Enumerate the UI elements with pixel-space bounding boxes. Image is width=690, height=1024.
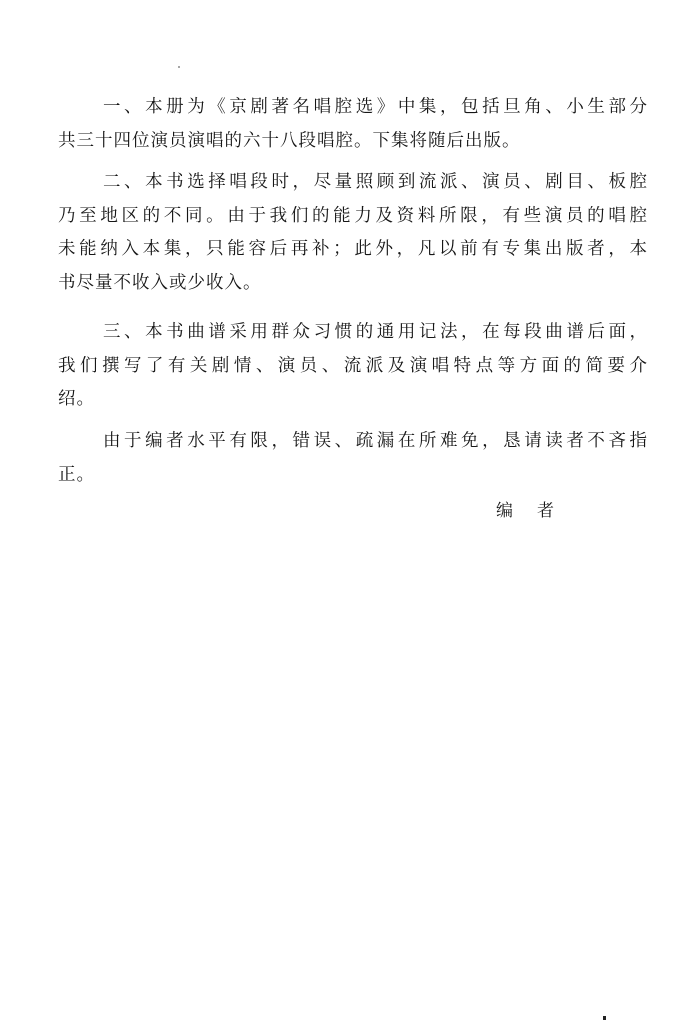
- paragraph-1: [58, 91, 648, 158]
- paragraph-2-line-4: 书尽量不收入或少收入。: [58, 272, 262, 293]
- paragraph-2-line-3: 未能纳入本集，只能容后再补；此外，凡以前有专集出版者，本: [58, 239, 648, 259]
- paragraph-2: [58, 166, 648, 300]
- paragraph-3: [58, 316, 648, 417]
- paragraph-1-line-2: 共三十四位演员演唱的六十八段唱腔。下集将随后出版。: [58, 130, 521, 151]
- paragraph-4-line-2: 正。: [58, 464, 95, 485]
- author-signature: 编者: [496, 501, 578, 521]
- scan-speck-bottom: [603, 1016, 606, 1020]
- paragraph-3-line-2: 我们撰写了有关剧情、演员、流派及演唱特点等方面的简要介: [58, 355, 648, 376]
- paragraph-4-line-1: 由于编者水平有限，错误、疏漏在所难免，恳请读者不吝指: [103, 431, 648, 451]
- paragraph-4: [58, 425, 648, 492]
- scan-speck: [178, 66, 180, 68]
- paragraph-3-line-3: 绍。: [58, 389, 95, 409]
- paragraph-2-line-1: 二、本书选择唱段时，尽量照顾到流派、演员、剧目、板腔: [103, 172, 648, 192]
- paragraph-3-line-1: 三、本书曲谱采用群众习惯的通用记法，在每段曲谱后面，: [103, 322, 648, 342]
- paragraph-2-line-2: 乃至地区的不同。由于我们的能力及资料所限，有些演员的唱腔: [58, 205, 648, 226]
- paragraph-1-line-1: 一、本册为《京剧著名唱腔选》中集，包括旦角、小生部分: [103, 97, 648, 117]
